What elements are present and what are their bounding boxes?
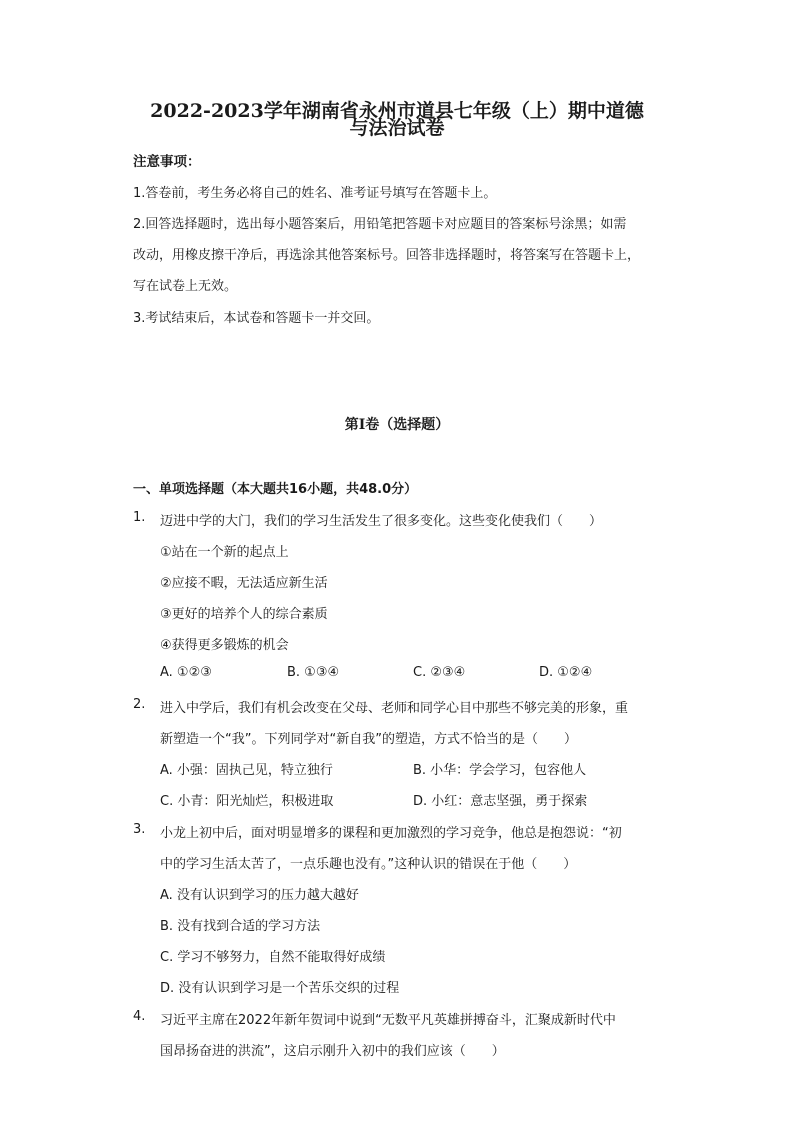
exam-title-line-2: 与法治试卷 <box>349 117 445 139</box>
question-stem: 国昂扬奋进的洪流”，这启示刚升入初中的我们应该（ ） <box>160 1044 505 1059</box>
answer-option: B. ①③④ <box>287 665 340 680</box>
question-stem: 小龙上初中后，面对明显增多的课程和更加激烈的学习竞争，他总是抱怨说：“初 <box>160 826 622 841</box>
question-number: 4. <box>133 1009 146 1024</box>
question-number: 3. <box>133 822 146 837</box>
part-heading: 一、单项选择题（本大题共16小题，共48.0分） <box>133 482 418 497</box>
exam-title-line-1: 2022-2023学年湖南省永州市道县七年级（上）期中道德 <box>150 100 644 122</box>
notice-line: 2.回答选择题时，选出每小题答案后，用铅笔把答题卡对应题目的答案标号涂黑；如需 <box>133 217 627 232</box>
answer-option: C. ②③④ <box>413 665 466 680</box>
question-item: ③更好的培养个人的综合素质 <box>160 607 328 622</box>
notice-heading: 注意事项： <box>133 154 201 170</box>
notice-line: 写在试卷上无效。 <box>133 279 238 294</box>
section-title: 第I卷（选择题） <box>344 417 450 433</box>
question-stem: 习近平主席在2022年新年贺词中说到“无数平凡英雄拼搏奋斗，汇聚成新时代中 <box>160 1013 616 1028</box>
question-stem: 迈进中学的大门，我们的学习生活发生了很多变化。这些变化使我们（ ） <box>160 514 603 529</box>
question-stem: 进入中学后，我们有机会改变在父母、老师和同学心目中那些不够完美的形象，重 <box>160 701 629 716</box>
answer-option: B. 没有找到合适的学习方法 <box>160 919 321 934</box>
answer-option: D. 小红：意志坚强，勇于探索 <box>413 794 588 809</box>
answer-option: B. 小华：学会学习，包容他人 <box>413 763 587 778</box>
answer-option: D. 没有认识到学习是一个苦乐交织的过程 <box>160 981 400 996</box>
notice-line: 3.考试结束后，本试卷和答题卡一并交回。 <box>133 311 380 326</box>
answer-option: A. 没有认识到学习的压力越大越好 <box>160 888 359 903</box>
question-item: ②应接不暇，无法适应新生活 <box>160 576 328 591</box>
answer-option: A. 小强：固执己见，特立独行 <box>160 763 333 778</box>
question-stem: 中的学习生活太苦了，一点乐趣也没有。”这种认识的错误在于他（ ） <box>160 857 577 872</box>
answer-option: A. ①②③ <box>160 665 212 680</box>
question-number: 2. <box>133 697 146 712</box>
answer-option: C. 学习不够努力，自然不能取得好成绩 <box>160 950 386 965</box>
question-number: 1. <box>133 510 146 525</box>
notice-line: 改动，用橡皮擦干净后，再选涂其他答案标号。回答非选择题时，将答案写在答题卡上， <box>133 248 641 263</box>
question-stem: 新塑造一个“我”。下列同学对“新自我”的塑造，方式不恰当的是（ ） <box>160 732 577 747</box>
answer-option: D. ①②④ <box>539 665 593 680</box>
question-item: ④获得更多锻炼的机会 <box>160 638 289 653</box>
question-item: ①站在一个新的起点上 <box>160 545 289 560</box>
answer-option: C. 小青：阳光灿烂，积极进取 <box>160 794 334 809</box>
notice-line: 1.答卷前，考生务必将自己的姓名、准考证号填写在答题卡上。 <box>133 186 497 201</box>
